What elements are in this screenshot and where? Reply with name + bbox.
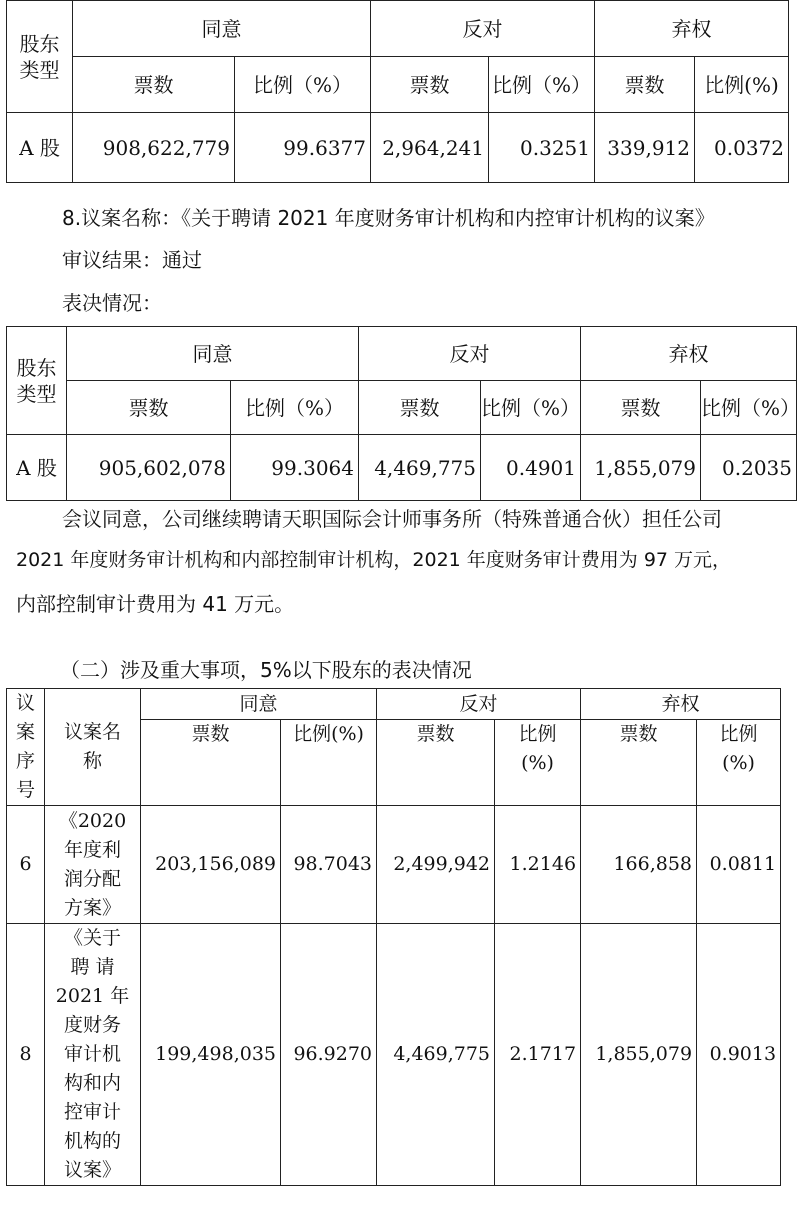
cell-abstain-ratio: 0.0811 bbox=[697, 806, 781, 924]
header-agree: 同意 bbox=[67, 327, 359, 381]
cell-against-votes: 2,499,942 bbox=[377, 806, 495, 924]
header-votes: 票数 bbox=[359, 381, 481, 435]
header-ratio: 比例（%） bbox=[489, 57, 595, 113]
header-abstain: 弃权 bbox=[581, 689, 781, 720]
cell-agree-ratio: 99.3064 bbox=[231, 435, 359, 501]
cell-against-votes: 2,964,241 bbox=[371, 113, 489, 183]
note-line-1: 会议同意，公司继续聘请天职国际会计师事务所（特殊普通合伙）担任公司 bbox=[62, 507, 722, 531]
header-against: 反对 bbox=[377, 689, 581, 720]
cell-abstain-ratio: 0.2035 bbox=[701, 435, 797, 501]
cell-agree-votes: 905,602,078 bbox=[67, 435, 231, 501]
header-ratio: 比例 (%) bbox=[495, 720, 581, 806]
cell-agree-ratio: 98.7043 bbox=[281, 806, 377, 924]
header-ratio: 比例（%） bbox=[231, 381, 359, 435]
table-row bbox=[7, 806, 781, 924]
header-votes: 票数 bbox=[67, 381, 231, 435]
cell-agree-ratio: 99.6377 bbox=[235, 113, 371, 183]
note-line-2: 2021 年度财务审计机构和内部控制审计机构，2021 年度财务审计费用为 97 万元， bbox=[16, 549, 732, 571]
header-against: 反对 bbox=[359, 327, 581, 381]
item8-title: 8.议案名称：《关于聘请 2021 年度财务审计机构和内控审计机构的议案》 bbox=[62, 206, 715, 230]
cell-abstain-ratio: 0.9013 bbox=[697, 924, 781, 1186]
cell-abstain-ratio: 0.0372 bbox=[695, 113, 789, 183]
header-shareholder-type: 股东 类型 bbox=[7, 1, 73, 113]
header-votes: 票数 bbox=[371, 57, 489, 113]
header-ratio: 比例（%） bbox=[235, 57, 371, 113]
cell-proposal-name: 《2020 年度利 润分配 方案》 bbox=[45, 806, 141, 924]
note-line-3: 内部控制审计费用为 41 万元。 bbox=[16, 592, 295, 616]
header-votes: 票数 bbox=[581, 720, 697, 806]
header-shareholder-type: 股东 类型 bbox=[7, 327, 67, 435]
cell-against-ratio: 2.1717 bbox=[495, 924, 581, 1186]
section2-title: （二）涉及重大事项，5%以下股东的表决情况 bbox=[60, 658, 472, 682]
cell-abstain-votes: 1,855,079 bbox=[581, 435, 701, 501]
header-ratio: 比例(%) bbox=[281, 720, 377, 806]
header-proposal-name: 议案名 称 bbox=[45, 689, 141, 806]
header-ratio: 比例 (%) bbox=[697, 720, 781, 806]
header-votes: 票数 bbox=[377, 720, 495, 806]
minority-vote-table bbox=[6, 688, 781, 1186]
cell-agree-ratio: 96.9270 bbox=[281, 924, 377, 1186]
header-agree: 同意 bbox=[73, 1, 371, 57]
header-agree: 同意 bbox=[141, 689, 377, 720]
cell-seq: 8 bbox=[7, 924, 45, 1186]
cell-agree-votes: 199,498,035 bbox=[141, 924, 281, 1186]
cell-against-ratio: 1.2146 bbox=[495, 806, 581, 924]
cell-abstain-votes: 339,912 bbox=[595, 113, 695, 183]
vote-table-item7 bbox=[6, 0, 789, 183]
header-ratio: 比例（%） bbox=[481, 381, 581, 435]
header-against: 反对 bbox=[371, 1, 595, 57]
table-row bbox=[7, 924, 781, 1186]
cell-against-votes: 4,469,775 bbox=[359, 435, 481, 501]
header-votes: 票数 bbox=[73, 57, 235, 113]
vote-table-item8 bbox=[6, 326, 800, 501]
cell-agree-votes: 203,156,089 bbox=[141, 806, 281, 924]
cell-abstain-votes: 166,858 bbox=[581, 806, 697, 924]
cell-against-ratio: 0.4901 bbox=[481, 435, 581, 501]
cell-type: A 股 bbox=[7, 113, 73, 183]
header-ratio: 比例(%) bbox=[695, 57, 789, 113]
header-votes: 票数 bbox=[581, 381, 701, 435]
cell-abstain-votes: 1,855,079 bbox=[581, 924, 697, 1186]
cell-seq: 6 bbox=[7, 806, 45, 924]
cell-proposal-name: 《关于 聘 请 2021 年 度财务 审计机 构和内 控审计 机构的 议案》 bbox=[45, 924, 141, 1186]
item8-result: 审议结果：通过 bbox=[62, 248, 202, 272]
cell-agree-votes: 908,622,779 bbox=[73, 113, 235, 183]
cell-type: A 股 bbox=[7, 435, 67, 501]
item8-vote-label: 表决情况： bbox=[62, 291, 162, 315]
header-proposal-seq: 议 案 序 号 bbox=[7, 689, 45, 806]
header-ratio: 比例（%） bbox=[701, 381, 797, 435]
header-votes: 票数 bbox=[141, 720, 281, 806]
header-abstain: 弃权 bbox=[595, 1, 789, 57]
header-abstain: 弃权 bbox=[581, 327, 797, 381]
header-votes: 票数 bbox=[595, 57, 695, 113]
cell-against-votes: 4,469,775 bbox=[377, 924, 495, 1186]
cell-against-ratio: 0.3251 bbox=[489, 113, 595, 183]
